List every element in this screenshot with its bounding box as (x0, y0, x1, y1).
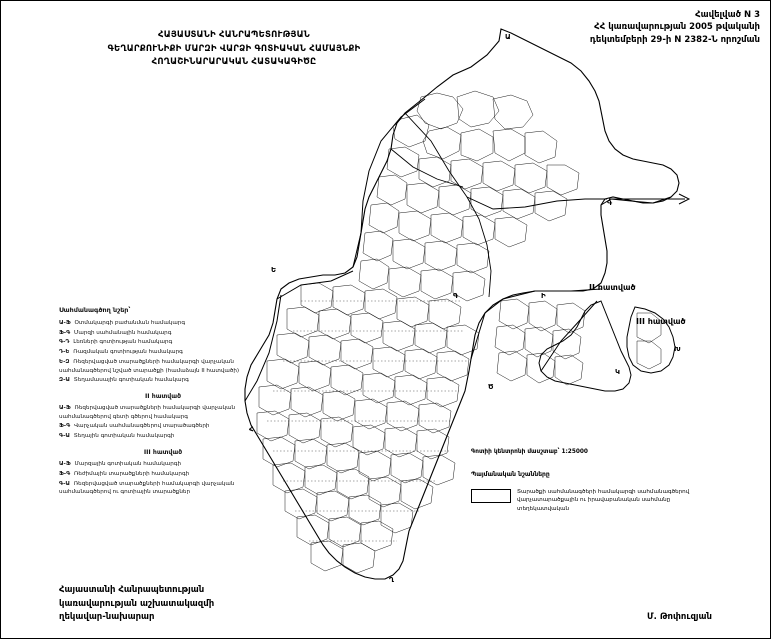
legend-item-code: Գ-Ա (59, 433, 70, 440)
legend-item-code: Ա-Ֆ (59, 319, 71, 326)
legend-item-label: Մարզային գոտիական համակարգի (74, 461, 181, 467)
doc-ref-line-3: դեկտեմբերի 29-ի N 2382-Ն որոշման (589, 34, 760, 45)
zone-label-3: III հատված (636, 317, 686, 326)
map-legend (59, 306, 267, 498)
legend-item (59, 358, 267, 375)
legend-item-code: Ֆ-Գ (59, 329, 71, 336)
legend-item (59, 348, 267, 356)
legend-group-title-3: III հատված (143, 448, 183, 456)
legend-item (59, 422, 267, 430)
page-title (69, 29, 399, 70)
zone-letter-e: Ե (271, 266, 277, 274)
legend-item-label: Ռազմական գոտիության համակարգ (73, 349, 183, 356)
zone-letter-g2: Գ (453, 292, 459, 300)
legend-item (59, 432, 267, 440)
zone-letter-k: Կ (615, 368, 620, 376)
zone-letter-g: Գ (607, 199, 613, 207)
doc-ref-line-2: ՀՀ կառավարության 2005 թվականի (594, 22, 760, 33)
title-line-2: ԳԵՂԱՐՔՈՒՆԻՔԻ ՄԱՐԶԻ ՎԱՐՁԻ ԳՈՏԻԱԿԱՆ ՀԱՄԱՅՆՔԻ (107, 43, 361, 54)
legend-item-code: Զ-Ա (59, 377, 70, 384)
zone-letter-kh: Խ (674, 345, 681, 353)
zone-letter-a: Ա (505, 33, 511, 41)
legend-item-label: Օտմակարգի բաժանման համակարգ (74, 319, 186, 326)
zone-letter-ts: Ծ (488, 383, 494, 391)
zone-letter-gh: Ղ (389, 576, 395, 584)
legend-item-code: Ա-Ֆ (59, 405, 71, 412)
legend-title: Սահմանագծող նշեր՝ (59, 306, 131, 314)
footer-left-line-2: կառավարության աշխատակազմի (59, 598, 215, 609)
legend-item-label: Մարզի սահմանային համակարգ (73, 329, 172, 336)
legend-item-label: Լեռների գոտիության համակարգ (73, 339, 173, 346)
legend-item-code: Գ-Դ (59, 339, 70, 346)
legend-item-label: Տեղային գոտիական համակարգի (73, 433, 175, 440)
title-line-3: ՀՈՂԱՇԻՆԱՐԱՐԱԿԱՆ ՀԱՏԱԿԱԳԻԾԸ (151, 57, 317, 68)
legend-item-code: Գ-Ա (59, 480, 70, 487)
legend-item-code: Ֆ-Գ (59, 470, 71, 477)
symbols-legend-row (471, 488, 701, 513)
legend-item (59, 329, 267, 337)
legend-item-code: Ե-Զ (59, 359, 70, 366)
zone-letter-i: Ի (541, 292, 546, 300)
scale-note: Գոտիի կենտրոնի մասշտաբ՝ 1:25000 (471, 449, 588, 455)
legend-item (59, 376, 267, 384)
legend-item-code: Ֆ-Գ (59, 423, 71, 430)
legend-item-label: Տեղամասային գոտիական համակարգ (73, 377, 189, 384)
legend-item-label: Վարչական սահմանագծերով տարածագծերի (73, 423, 210, 430)
legend-item (59, 338, 267, 346)
legend-item (59, 460, 267, 468)
legend-item-label: Ռեզերվացված տարածքների համակարգի վարչական սահմանագծերով գետի գծերով համակարգ (59, 405, 236, 420)
zone-label-2: II հատված (589, 283, 636, 292)
doc-ref-line-1: Հավելված N 3 (695, 10, 760, 20)
title-line-1: ՀԱՅԱՍՏԱՆԻ ՀԱՆՐԱՊԵՏՈՒԹՅԱՆ (158, 30, 310, 40)
legend-swatch-label: Տարածքի սահմանագծերի համակարգի սահմանագծերով վարչատարածքային ու իրավաբանական սահմանը տեղեկատվական (517, 489, 690, 512)
legend-group-title-2: II հատված (144, 392, 182, 400)
legend-item-label: Ռեզերվացված տարածքների համակարգի վարչական սահմանագծերով ու գոտիային տարածքներ (59, 480, 235, 496)
legend-swatch-box (471, 489, 511, 503)
document-reference (500, 9, 760, 46)
legend-item-label: Ռեզերվացված տարածքների համակարգի վարչական սահմանագծերով նշված տարածքի (համաձայն II հատվածի) (59, 359, 240, 374)
symbols-legend-title: Պայմանական նշանները (471, 471, 550, 478)
legend-item (59, 404, 267, 421)
legend-item (59, 480, 267, 497)
legend-item (59, 470, 267, 478)
legend-item-label: Ռեժիմային տարածքների համակարգի (73, 470, 190, 477)
legend-item (59, 319, 267, 327)
signature-name: Մ. Թոփուզյան (647, 612, 712, 622)
legend-item-code: Դ-Ե (59, 349, 70, 356)
footer-left-line-3: ղեկավար-նախարար (59, 611, 155, 622)
footer-left-line-1: Հայաստանի Հանրապետության (59, 585, 205, 596)
zone-letter-h: Հ (249, 425, 254, 433)
legend-item-code: Ա-Ֆ (59, 461, 71, 467)
signature-block-left (59, 584, 319, 624)
